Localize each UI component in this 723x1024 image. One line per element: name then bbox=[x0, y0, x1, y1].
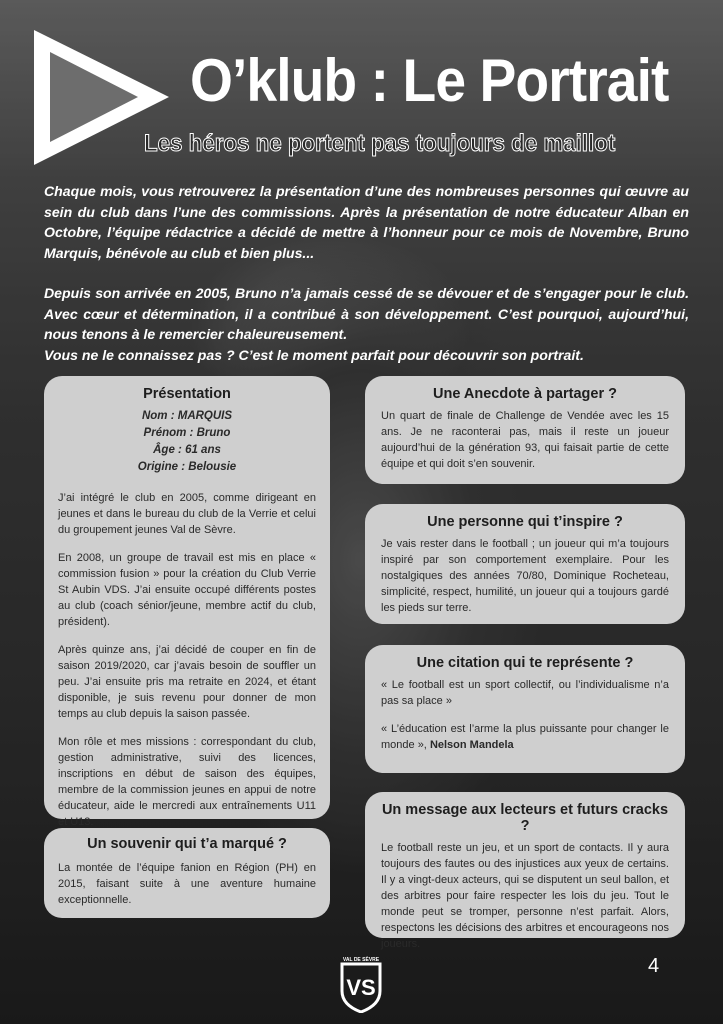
inspire-card bbox=[365, 504, 685, 624]
logo-text: VAL DE SÈVRE bbox=[342, 957, 380, 963]
citation-card bbox=[365, 645, 685, 773]
souvenir-card bbox=[44, 828, 330, 918]
intro-paragraph-2-line-2: Vous ne le connaissez pas ? C’est le moment parfait pour découvrir son portrait. bbox=[44, 346, 584, 363]
citation-quote-2: « L’éducation est l’arme la plus puissante pour changer le monde », Nelson Mandela bbox=[381, 723, 669, 751]
logo-letters: VS bbox=[346, 975, 376, 1000]
souvenir-text: La montée de l’équipe fanion en Région (PH) en 2015, faisant suite à une aventure humaine exceptionnelle. bbox=[58, 862, 316, 906]
message-text: Le football reste un jeu, et un sport de contacts. Il y aura toujours des fautes ou des injustices aux yeux de certains. Il y a vingt-deux acteurs, qui se disputent un seul ballon, et des arbitres pour faire respecter les lois du jeu. Tout le monde peut se tromper, personne n’est parfait. Alors, respectons les décisions des arbitres et encourageons nos joueurs. bbox=[381, 842, 669, 950]
page-subtitle: Les héros ne portent pas toujours de maillot bbox=[144, 130, 616, 157]
age-value: 61 ans bbox=[185, 444, 221, 456]
inspire-heading: Une personne qui t’inspire ? bbox=[427, 514, 623, 530]
citation-quote-1: « Le football est un sport collectif, ou l’individualisme n’a pas sa place » bbox=[381, 679, 669, 707]
origine-value: Belousie bbox=[188, 461, 237, 473]
message-card bbox=[365, 792, 685, 950]
intro-text bbox=[44, 181, 689, 365]
message-heading: Un message aux lecteurs et futurs cracks ? bbox=[381, 802, 669, 834]
intro-paragraph-2-line-1: Depuis son arrivée en 2005, Bruno n’a jamais cessé de se dévouer et de s’engager pour le club. Avec cœur et détermination, il a contribué à son développement. C’est pourquoi, aujourd’hui, nous tenons à le remercier chaleureusement. bbox=[44, 285, 689, 342]
presentation-paragraph-3: Après quinze ans, j’ai décidé de couper en fin de saison 2019/2020, car j’avais besoin de souffler un peu. J’ai ensuite pris ma retraite en 2024, et étant disponible, je suis revenu pour donner de mon temps au club depuis la saison passée. bbox=[58, 644, 316, 720]
presentation-paragraph-4: Mon rôle et mes missions : correspondant du club, gestion administrative, suivi des licences, inscriptions en début de saison des équipes, membre de la commission jeunes en appui de notre éducateur, aide le mercredi aux entraînements U11 et U13. bbox=[58, 736, 316, 828]
prenom-value: Bruno bbox=[196, 427, 231, 439]
presentation-heading: Présentation bbox=[143, 386, 231, 402]
souvenir-heading: Un souvenir qui t’a marqué ? bbox=[87, 836, 287, 852]
anecdote-heading: Une Anecdote à partager ? bbox=[433, 386, 617, 402]
citation-heading: Une citation qui te représente ? bbox=[416, 655, 634, 671]
presentation-card bbox=[44, 376, 330, 828]
intro-paragraph-2 bbox=[44, 283, 689, 365]
club-logo bbox=[338, 955, 384, 1013]
inspire-text: Je vais rester dans le football ; un joueur qui m’a toujours inspiré par son comportement exemplaire. Pour les nostalgiques des années 70/80, Dominique Rocheteau, simplicité, respect, humilité, un joueur qui a toujours gardé les pieds sur terre. bbox=[381, 538, 669, 614]
page-title: O’klub : Le Portrait bbox=[190, 47, 669, 114]
citation-author: Nelson Mandela bbox=[429, 739, 514, 751]
presentation-paragraph-1: J’ai intégré le club en 2005, comme dirigeant en jeunes et dans le bureau du club de la Verrie et celui du groupement jeunes Val de Sèvre. bbox=[58, 492, 316, 536]
page-number: 4 bbox=[648, 955, 660, 977]
identity-block: Nom : MARQUIS Prénom : Bruno Âge : 61 ans Origine : Belousie bbox=[137, 410, 237, 473]
nom-value: MARQUIS bbox=[177, 410, 233, 422]
presentation-paragraph-2: En 2008, un groupe de travail est mis en place « commission fusion » pour la création du Club Verrie St Aubin VDS. J’ai ensuite occupé différents postes au club (coach sénior/jeune, membre actif du club, président). bbox=[58, 552, 316, 628]
anecdote-card bbox=[365, 376, 685, 484]
intro-paragraph-1: Chaque mois, vous retrouverez la présentation d’une des nombreuses personnes qui œuvre au sein du club dans l’une des commissions. Après la présentation de notre éducateur Alban en Octobre, l’équipe rédactrice a décidé de mettre à l’honneur pour ce mois de Novembre, Bruno Marquis, bénévole au club et bien plus... bbox=[44, 183, 689, 261]
anecdote-text: Un quart de finale de Challenge de Vendée avec les 15 ans. Je ne raconterai pas, mais il reste un joueur aujourd’hui de la génération 93, qui faisait partie de cette équipe et qui doit s’en souvenir. bbox=[381, 410, 669, 470]
